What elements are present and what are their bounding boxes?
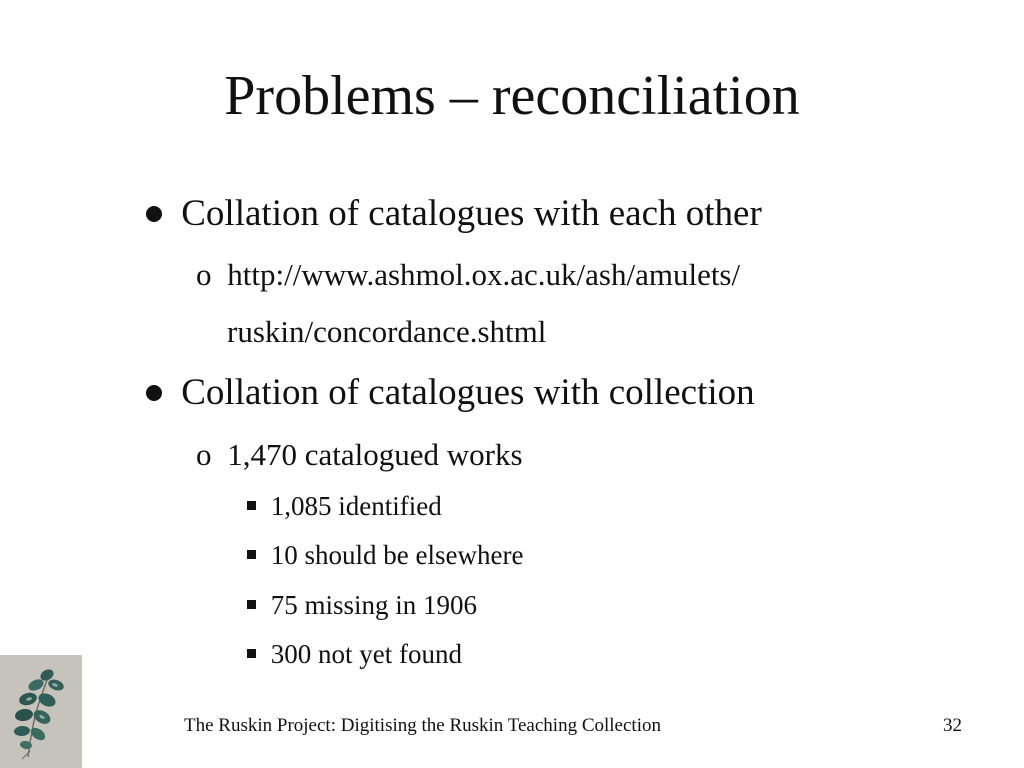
sub-bullet-marker: o <box>196 257 212 292</box>
square-bullet-icon <box>247 600 256 609</box>
footer-text: The Ruskin Project: Digitising the Ruskin Teaching Collection <box>184 715 661 736</box>
sub-sub-bullet-text: 75 missing in 1906 <box>270 590 478 620</box>
sub-sub-bullet-item <box>247 589 477 621</box>
sub-bullet-item-catalogued <box>196 436 523 474</box>
sub-sub-bullet-text: 300 not yet found <box>270 639 462 669</box>
page-number: 32 <box>943 715 962 736</box>
square-bullet-icon <box>247 649 256 658</box>
botanical-leaf-drawing-icon <box>0 655 82 768</box>
bullet-text: Collation of catalogues with collection <box>181 372 755 413</box>
bullet-item-1 <box>146 192 762 236</box>
botanical-thumbnail <box>0 655 82 768</box>
bullet-item-2 <box>146 371 755 415</box>
bullet-dot-icon <box>146 206 162 222</box>
concordance-link-line1: http://www.ashmol.ox.ac.uk/ash/amulets/ <box>227 257 741 292</box>
bullet-text: Collation of catalogues with each other <box>181 193 762 234</box>
sub-sub-bullet-item <box>247 490 442 522</box>
sub-sub-bullet-item <box>247 539 523 571</box>
sub-sub-bullet-item <box>247 638 462 670</box>
concordance-link-line2: ruskin/concordance.shtml <box>227 314 547 349</box>
sub-bullet-marker: o <box>196 437 212 472</box>
sub-bullet-text: 1,470 catalogued works <box>227 437 523 472</box>
bullet-dot-icon <box>146 385 162 401</box>
square-bullet-icon <box>247 501 256 510</box>
sub-sub-bullet-text: 10 should be elsewhere <box>270 540 524 570</box>
sub-bullet-item-url <box>196 256 740 294</box>
square-bullet-icon <box>247 550 256 559</box>
sub-sub-bullet-text: 1,085 identified <box>270 491 442 521</box>
slide-title: Problems – reconciliation <box>224 65 800 127</box>
